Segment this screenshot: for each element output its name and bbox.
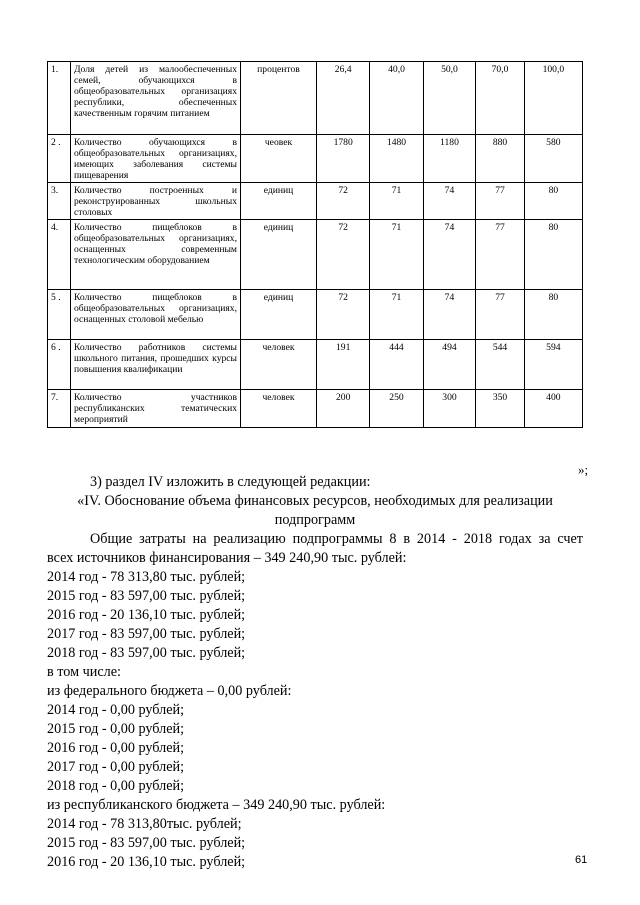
indicator-name: Количество пищеблоков в общеобразовательных организациях, оснащенных современным технологическим оборудованием [71,220,241,290]
value-2018: 594 [524,340,582,390]
unit-cell: единиц [241,220,317,290]
paragraph-line: в том числе: [47,664,121,680]
indicator-name: Доля детей из малообеспеченных семей, обучающихся в общеобразовательных организациях республики, обеспеченных качественным горячим питанием [71,62,241,135]
indicator-name: Количество построенных и реконструированных школьных столовых [71,183,241,220]
indicators-table [47,61,583,428]
value-2014: 26,4 [317,62,370,135]
funding-line: 2015 год - 83 597,00 тыс. рублей; [47,588,246,604]
value-2018: 80 [524,183,582,220]
value-2018: 580 [524,135,582,183]
funding-line: 2014 год - 78 313,80 тыс. рублей; [47,569,246,585]
funding-line: 2015 год - 83 597,00 тыс. рублей; [47,835,246,851]
value-2015: 1480 [370,135,423,183]
paragraph-line: из республиканского бюджета – 349 240,90 тыс. рублей: [47,797,386,813]
value-2014: 1780 [317,135,370,183]
value-2016: 1180 [423,135,476,183]
indicator-name: Количество обучающихся в общеобразовательных организациях, имеющих заболевания системы пищеварения [71,135,241,183]
value-2016: 494 [423,340,476,390]
unit-cell: человек [241,340,317,390]
funding-line: 2017 год - 0,00 рублей; [47,759,185,775]
table-row [48,183,583,220]
funding-line: 2014 год - 0,00 рублей; [47,702,185,718]
table-row [48,290,583,340]
row-number: 4. [48,220,71,290]
funding-line: 2018 год - 83 597,00 тыс. рублей; [47,645,246,661]
indicator-name: Количество пищеблоков в общеобразовательных организациях, оснащенных столовой мебелью [71,290,241,340]
value-2017: 880 [476,135,524,183]
value-2018: 80 [524,220,582,290]
value-2014: 191 [317,340,370,390]
value-2014: 72 [317,183,370,220]
row-number: 6 . [48,340,71,390]
value-2015: 250 [370,390,423,428]
paragraph-line: всех источников финансирования – 349 240,90 тыс. рублей: [47,550,407,566]
value-2015: 71 [370,183,423,220]
value-2017: 77 [476,290,524,340]
funding-line: 2016 год - 0,00 рублей; [47,740,185,756]
funding-line: 2016 год - 20 136,10 тыс. рублей; [47,854,246,870]
unit-cell: чеовек [241,135,317,183]
value-2017: 70,0 [476,62,524,135]
value-2017: 350 [476,390,524,428]
value-2016: 300 [423,390,476,428]
table-end-mark: »; [578,462,589,477]
indicator-name: Количество работников системы школьного питания, прошедших курсы повышения квалификации [71,340,241,390]
section-heading-cont: подпрограмм [274,512,356,528]
value-2018: 80 [524,290,582,340]
value-2016: 74 [423,220,476,290]
value-2015: 71 [370,290,423,340]
row-number: 3. [48,183,71,220]
value-2015: 444 [370,340,423,390]
indicator-name: Количество участников республиканских тематических мероприятий [71,390,241,428]
value-2015: 40,0 [370,62,423,135]
value-2014: 72 [317,220,370,290]
unit-cell: единиц [241,290,317,340]
value-2016: 50,0 [423,62,476,135]
row-number: 1. [48,62,71,135]
table-row [48,390,583,428]
funding-line: 2015 год - 0,00 рублей; [47,721,185,737]
paragraph-line: из федерального бюджета – 0,00 рублей: [47,683,292,699]
value-2017: 544 [476,340,524,390]
section-heading: «IV. Обоснование объема финансовых ресурсов, необходимых для реализации [77,493,553,509]
funding-line: 2016 год - 20 136,10 тыс. рублей; [47,607,246,623]
value-2016: 74 [423,183,476,220]
value-2017: 77 [476,220,524,290]
page-number: 61 [575,854,588,866]
value-2018: 100,0 [524,62,582,135]
row-number: 5 . [48,290,71,340]
table-row [48,135,583,183]
funding-line: 2014 год - 78 313,80тыс. рублей; [47,816,242,832]
value-2016: 74 [423,290,476,340]
row-number: 7. [48,390,71,428]
table-row [48,220,583,290]
value-2018: 400 [524,390,582,428]
paragraph-line: Общие затраты на реализацию подпрограммы 8 в 2014 - 2018 годах за счет [90,531,583,547]
unit-cell: человек [241,390,317,428]
value-2015: 71 [370,220,423,290]
value-2014: 72 [317,290,370,340]
section-instruction: 3) раздел IV изложить в следующей редакции: [90,474,371,490]
row-number: 2 . [48,135,71,183]
table-row [48,340,583,390]
unit-cell: единиц [241,183,317,220]
unit-cell: процентов [241,62,317,135]
value-2014: 200 [317,390,370,428]
table-row [48,62,583,135]
value-2017: 77 [476,183,524,220]
funding-line: 2018 год - 0,00 рублей; [47,778,185,794]
funding-line: 2017 год - 83 597,00 тыс. рублей; [47,626,246,642]
